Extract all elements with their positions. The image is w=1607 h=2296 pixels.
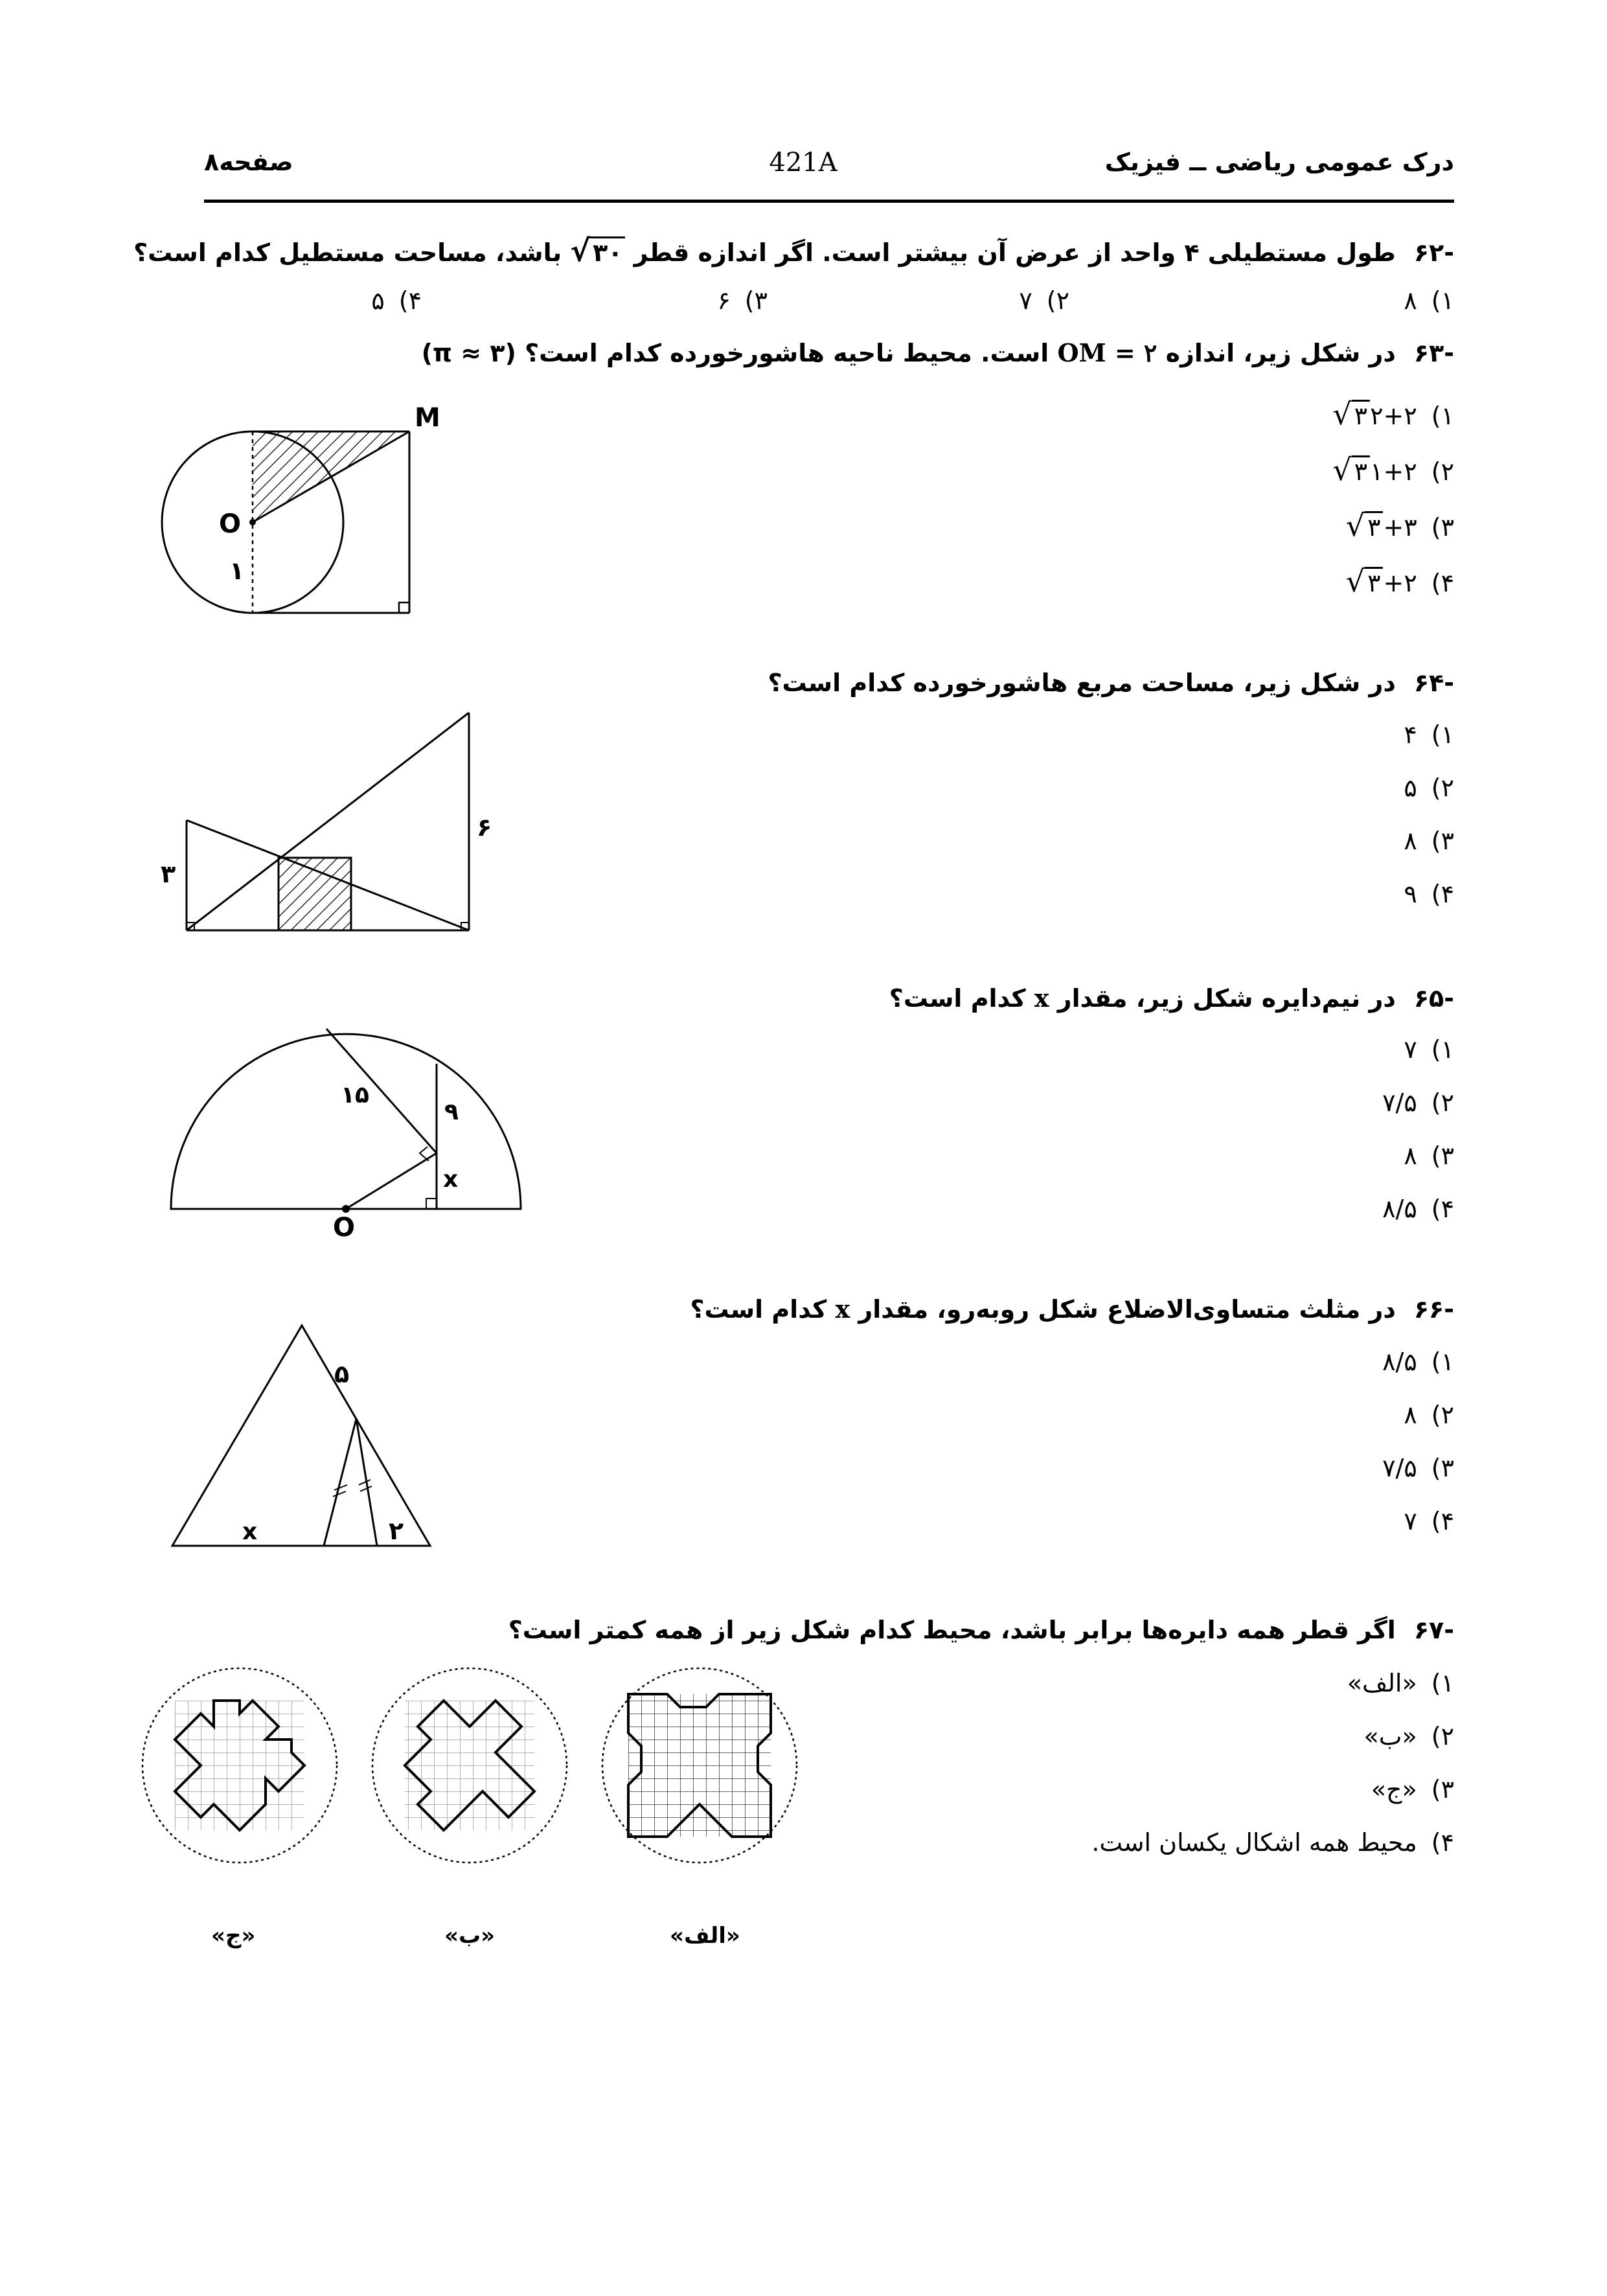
question-number: -۶۶ [1413, 1295, 1454, 1324]
question-text: است. محیط ناحیه هاشورخورده کدام است؟ [525, 339, 1049, 367]
caption-alef: «الف» [670, 1923, 740, 1949]
label-right-height: ۶ [477, 813, 492, 842]
question-text: طول مستطیلی ۴ واحد از عرض آن بیشتر است. اگر اندازه قطر [633, 238, 1396, 267]
option[interactable]: ۴)۲+√ ۳ [1345, 564, 1454, 599]
option[interactable]: ۳)۸ [1404, 1142, 1454, 1170]
option[interactable]: ۲)۵ [1404, 774, 1454, 802]
option[interactable]: ۴)۵ [371, 286, 422, 315]
tick-mark [360, 1486, 372, 1491]
center-point [342, 1205, 350, 1213]
question-number: -۶۷ [1413, 1616, 1454, 1644]
option[interactable]: ۴)۹ [1404, 880, 1454, 908]
variable-x: x [835, 1294, 850, 1324]
question-text: در نیم‌دایره شکل زیر، مقدار [1057, 984, 1396, 1013]
option[interactable]: ۲)«ب» [1363, 1722, 1454, 1751]
right-angle-mark [399, 603, 409, 613]
option[interactable]: ۱)۷ [1404, 1035, 1454, 1064]
shape-c [142, 1668, 337, 1863]
label-x: x [242, 1519, 258, 1545]
option[interactable]: ۳)۶ [717, 286, 768, 315]
cevian-left [324, 1419, 356, 1546]
header-page: صفحه۸ [204, 148, 293, 176]
math-expression: OM = ۲ [1057, 338, 1157, 367]
question-number: -۶۳ [1413, 339, 1454, 367]
question-text: باشد، مساحت مستطیل کدام است؟ [133, 238, 562, 267]
tick-mark [359, 1480, 370, 1485]
segment-from-center [346, 1153, 437, 1209]
option[interactable]: ۴)۷ [1404, 1507, 1454, 1535]
question-text: در مثلث متساوی‌الاضلاع شکل روبه‌رو، مقدار [858, 1295, 1396, 1324]
label-9: ۹ [444, 1099, 459, 1125]
question-text: کدام است؟ [889, 984, 1026, 1013]
center-point [249, 519, 256, 525]
option[interactable]: ۲)۸ [1404, 1401, 1454, 1429]
question-number: -۶۵ [1413, 984, 1454, 1013]
figure-64 [149, 700, 512, 939]
label-o: O [219, 509, 242, 539]
figure-65 [162, 1017, 531, 1244]
option[interactable]: ۲)۱+۲√ ۳ [1332, 452, 1454, 487]
shape-b [372, 1668, 567, 1863]
option[interactable]: ۱)۲+۲√ ۳ [1332, 396, 1454, 431]
figure-63 [149, 395, 460, 628]
option[interactable]: ۴)۸/۵ [1382, 1195, 1454, 1223]
option[interactable]: ۱)۴ [1404, 720, 1454, 749]
figure-67 [136, 1662, 816, 1876]
question-number: -۶۴ [1413, 669, 1454, 697]
question-text: در شکل زیر، اندازه [1165, 339, 1396, 367]
option[interactable]: ۳)«ج» [1371, 1775, 1454, 1804]
option[interactable]: ۳)۷/۵ [1382, 1454, 1454, 1482]
label-left-height: ۳ [161, 860, 176, 888]
question-text: کدام است؟ [690, 1295, 827, 1324]
grid [628, 1694, 771, 1837]
figure-66 [162, 1315, 447, 1561]
variable-x: x [1034, 983, 1049, 1013]
sqrt-expression: √ ۳۰ [570, 233, 625, 268]
label-5: ۵ [334, 1360, 350, 1388]
question-67 [508, 1616, 1454, 1644]
option[interactable]: ۱)۸/۵ [1382, 1348, 1454, 1376]
hatched-square [279, 858, 351, 930]
question-text: اگر قطر همه دایره‌ها برابر باشد، محیط کدام شکل زیر از همه کمتر است؟ [508, 1616, 1396, 1644]
equilateral-triangle [172, 1326, 430, 1546]
label-15: ۱۵ [341, 1082, 369, 1108]
header-code: 421A [769, 148, 838, 178]
label-o: O [333, 1213, 356, 1243]
option[interactable]: ۱)«الف» [1347, 1669, 1454, 1697]
question-65 [889, 983, 1454, 1013]
header-subject: درک عمومی ریاضی ــ فیزیک [1104, 148, 1454, 176]
question-62 [133, 233, 1454, 268]
math-expression: (π ≈ ۳) [421, 339, 516, 367]
right-angle-mark [426, 1199, 437, 1209]
option[interactable]: ۱)۸ [1404, 286, 1454, 315]
caption-b: «ب» [444, 1923, 496, 1949]
caption-c: «ج» [211, 1923, 256, 1949]
option[interactable]: ۲)۷/۵ [1382, 1088, 1454, 1117]
label-x: x [443, 1166, 459, 1193]
tick-mark [333, 1491, 346, 1497]
question-text: در شکل زیر، مساحت مربع هاشورخورده کدام است؟ [768, 669, 1396, 697]
option[interactable]: ۳)۸ [1404, 827, 1454, 855]
header-rule [204, 200, 1454, 203]
tick-mark [334, 1485, 347, 1490]
option[interactable]: ۲)۷ [1019, 286, 1069, 315]
question-63 [422, 338, 1454, 367]
shape-alef [602, 1668, 797, 1863]
label-2: ۲ [389, 1517, 404, 1545]
question-66 [690, 1294, 1454, 1324]
question-64 [768, 669, 1454, 697]
option[interactable]: ۴)محیط همه اشکال یکسان است. [1091, 1828, 1454, 1857]
question-number: -۶۲ [1413, 238, 1454, 267]
label-m: M [415, 403, 440, 433]
label-one: ۱ [229, 557, 245, 585]
semicircle [171, 1034, 521, 1209]
option[interactable]: ۳)۳+√ ۳ [1345, 508, 1454, 543]
